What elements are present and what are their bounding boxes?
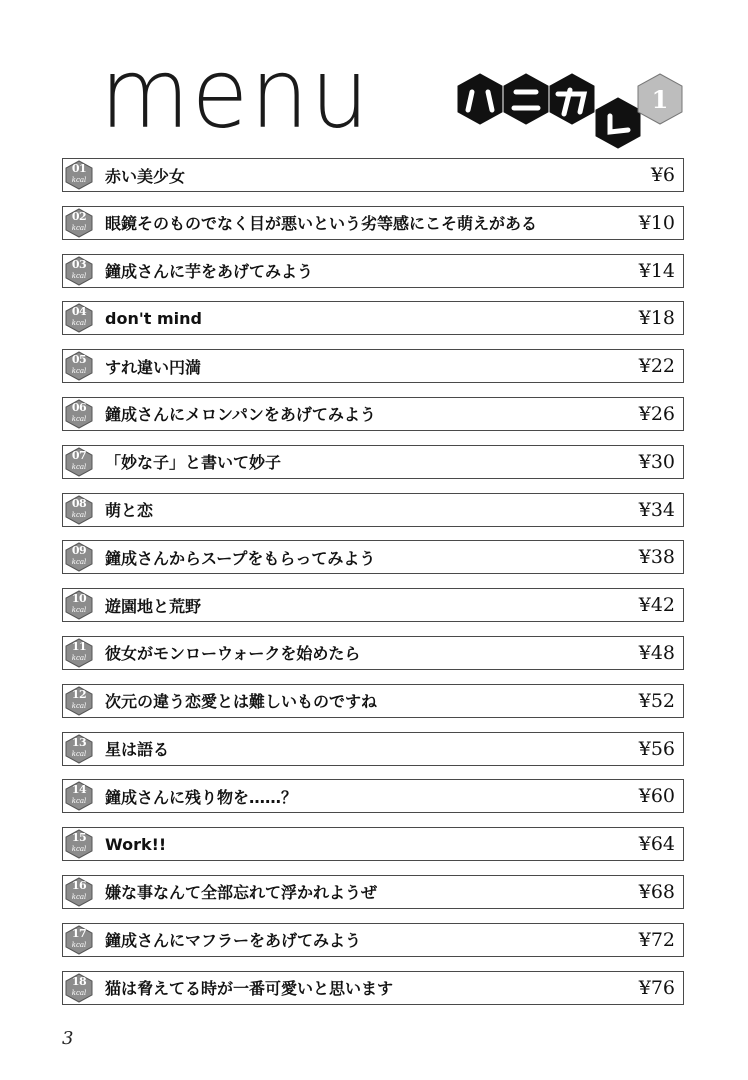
kcal-unit: kcal — [71, 749, 87, 758]
chapter-title: 鐘成さんに芋をあげてみよう — [105, 262, 314, 282]
chapter-title: 鐘成さんからスープをもらってみよう — [105, 548, 376, 568]
chapter-badge — [63, 398, 95, 430]
chapter-title: 萌と恋 — [105, 501, 154, 521]
chapter-title: don't mind — [105, 308, 202, 328]
menu-row — [62, 349, 684, 383]
chapter-page: ¥10 — [638, 211, 675, 234]
chapter-title: 次元の違う恋愛とは難しいものですね — [105, 692, 378, 712]
chapter-title: 鐘成さんに残り物を……？ — [105, 787, 298, 807]
menu-row — [62, 254, 684, 288]
menu-row — [62, 493, 684, 527]
chapter-badge — [63, 780, 95, 812]
kcal-unit: kcal — [71, 845, 87, 854]
kcal-unit: kcal — [71, 940, 87, 949]
menu-row — [62, 540, 684, 574]
chapter-number: 12 — [71, 687, 87, 701]
chapter-page: ¥68 — [638, 880, 675, 903]
chapter-number: 05 — [71, 353, 87, 367]
menu-row — [62, 875, 684, 909]
chapter-title: 鐘成さんにメロンパンをあげてみよう — [105, 405, 376, 425]
kcal-unit: kcal — [71, 701, 87, 710]
page-number: 3 — [62, 1028, 74, 1049]
chapter-number: 14 — [71, 783, 87, 797]
chapter-badge — [63, 255, 95, 287]
kcal-unit: kcal — [71, 606, 87, 615]
menu-row — [62, 445, 684, 479]
chapter-badge — [63, 637, 95, 669]
chapter-page: ¥64 — [638, 833, 675, 856]
kcal-unit: kcal — [71, 223, 87, 232]
chapter-title: 赤い美少女 — [105, 166, 186, 186]
chapter-page: ¥6 — [650, 164, 675, 186]
chapter-number: 11 — [71, 639, 87, 653]
menu-row — [62, 684, 684, 718]
chapter-title: すれ違い円満 — [105, 357, 202, 377]
chapter-page: ¥60 — [638, 785, 675, 808]
chapter-number: 10 — [71, 592, 87, 606]
kcal-unit: kcal — [71, 797, 87, 806]
chapter-page: ¥56 — [638, 737, 675, 760]
menu-row — [62, 206, 684, 240]
chapter-page: ¥38 — [638, 546, 675, 569]
kcal-unit: kcal — [71, 319, 87, 328]
menu-row — [62, 301, 684, 335]
page-title: menu — [100, 37, 371, 150]
chapter-title: 遊園地と荒野 — [105, 596, 202, 616]
chapter-badge — [63, 541, 95, 573]
menu-row — [62, 779, 684, 813]
kcal-unit: kcal — [71, 414, 87, 423]
chapter-number: 17 — [71, 926, 87, 940]
menu-row — [62, 971, 684, 1005]
chapter-number: 06 — [71, 400, 87, 414]
chapter-page: ¥76 — [638, 976, 675, 999]
chapter-badge — [63, 350, 95, 382]
chapter-number: 18 — [71, 974, 87, 988]
menu-row — [62, 827, 684, 861]
chapter-title: Work!! — [105, 834, 167, 854]
chapter-number: 01 — [71, 162, 87, 175]
chapter-number: 04 — [71, 305, 87, 319]
chapter-page: ¥14 — [638, 259, 675, 282]
chapter-number: 07 — [71, 448, 87, 462]
kcal-unit: kcal — [71, 367, 87, 376]
chapter-number: 16 — [71, 878, 87, 892]
chapter-page: ¥48 — [638, 641, 675, 664]
menu-row — [62, 923, 684, 957]
kcal-unit: kcal — [71, 462, 87, 471]
kcal-unit: kcal — [71, 510, 87, 519]
chapter-page: ¥26 — [638, 402, 675, 425]
chapter-badge — [63, 876, 95, 908]
chapter-page: ¥34 — [638, 498, 675, 521]
kcal-unit: kcal — [71, 988, 87, 997]
chapter-badge — [63, 924, 95, 956]
kcal-unit: kcal — [71, 892, 87, 901]
chapter-badge — [63, 733, 95, 765]
chapter-title: 猫は脅えてる時が一番可愛いと思います — [105, 979, 394, 999]
chapter-badge — [63, 207, 95, 239]
chapter-badge — [63, 828, 95, 860]
kcal-unit: kcal — [71, 558, 87, 567]
chapter-title: 「妙な子」と書いて妙子 — [105, 453, 282, 473]
kcal-unit: kcal — [71, 176, 87, 184]
chapter-badge — [63, 589, 95, 621]
chapter-page: ¥22 — [638, 355, 675, 378]
chapter-number: 13 — [71, 735, 87, 749]
chapter-badge — [63, 159, 95, 191]
chapter-number: 08 — [71, 496, 87, 510]
chapter-title: 彼女がモンローウォークを始めたら — [105, 644, 361, 664]
chapter-page: ¥18 — [638, 307, 675, 330]
chapter-badge — [63, 972, 95, 1004]
chapter-badge — [63, 446, 95, 478]
chapter-number: 15 — [71, 831, 87, 845]
chapter-badge — [63, 685, 95, 717]
kcal-unit: kcal — [71, 271, 87, 280]
chapter-number: 09 — [71, 544, 87, 558]
chapter-page: ¥52 — [638, 689, 675, 712]
chapter-title: 嫌な事なんて全部忘れて浮かれようぜ — [105, 883, 378, 903]
menu-row — [62, 636, 684, 670]
chapter-title: 鐘成さんにマフラーをあげてみよう — [105, 931, 362, 951]
menu-row — [62, 158, 684, 192]
chapter-page: ¥30 — [638, 450, 675, 473]
menu-row — [62, 397, 684, 431]
kcal-unit: kcal — [71, 653, 87, 662]
chapter-badge — [63, 302, 95, 334]
chapter-number: 03 — [71, 257, 87, 271]
series-logo — [450, 70, 690, 150]
table-of-contents — [62, 158, 684, 1018]
chapter-page: ¥72 — [638, 928, 675, 951]
chapter-number: 02 — [71, 209, 87, 223]
chapter-page: ¥42 — [638, 594, 675, 617]
volume-number: 1 — [651, 85, 669, 114]
chapter-title: 星は語る — [105, 740, 170, 760]
chapter-title: 眼鏡そのものでなく目が悪いという劣等感にこそ萌えがある — [105, 214, 538, 234]
chapter-badge — [63, 494, 95, 526]
menu-row — [62, 588, 684, 622]
menu-row — [62, 732, 684, 766]
